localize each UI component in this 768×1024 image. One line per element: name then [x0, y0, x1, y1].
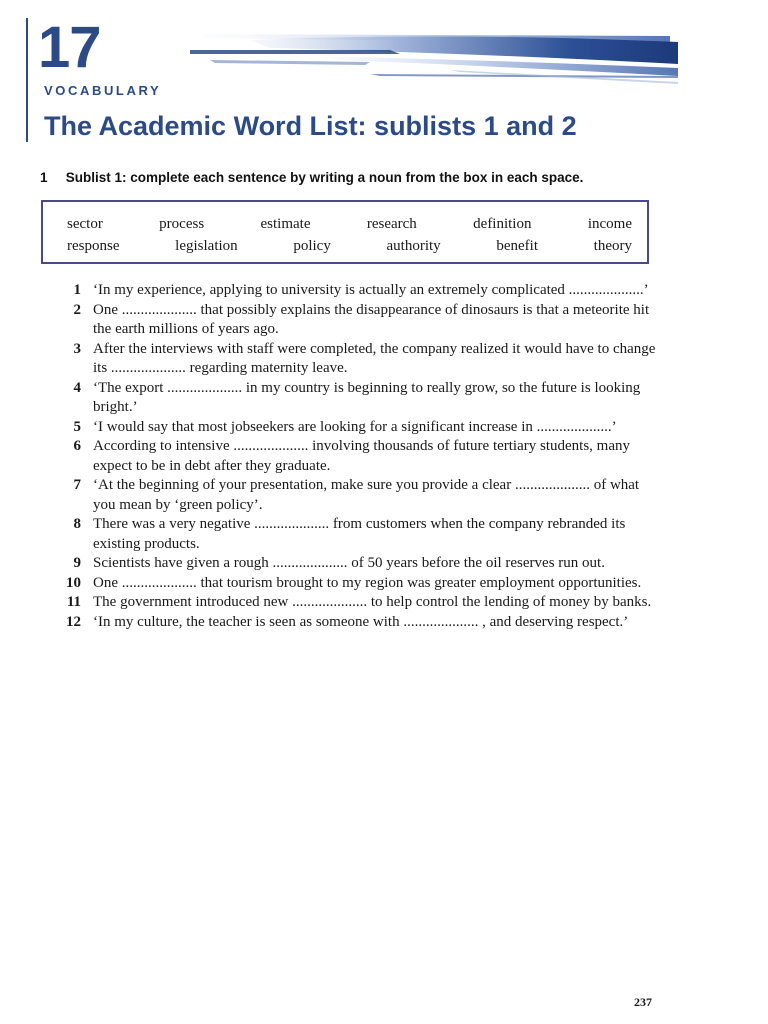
word-box-word: estimate [260, 216, 311, 232]
question-text: According to intensive .................... involving thousands of future tertiary students, many expect to be in debt after they graduate. [93, 438, 630, 474]
question-number: 5 [73, 418, 81, 435]
question-text: One .................... that possibly explains the disappearance of dinosaurs is that a meteorite hit the earth millions of years ago. [93, 301, 650, 337]
question-item [60, 515, 660, 554]
question-item [60, 574, 660, 594]
question-item [60, 418, 660, 438]
section-label: VOCABULARY [44, 83, 162, 98]
exercise-instruction [40, 168, 583, 188]
word-box-word: benefit [496, 238, 538, 254]
instruction-text: Sublist 1: complete each sentence by writing a noun from the box in each space. [65, 170, 584, 185]
question-item [60, 301, 660, 340]
question-number: 11 [66, 594, 81, 610]
question-number: 4 [73, 379, 81, 396]
page-title: The Academic Word List: sublists 1 and 2 [44, 111, 577, 141]
question-item [60, 476, 660, 515]
question-number: 3 [73, 340, 81, 357]
question-text: The government introduced new .................... to help control the lending of money by banks. [93, 594, 652, 610]
question-number: 1 [73, 282, 81, 298]
word-box-word: legislation [175, 238, 238, 254]
question-text: ‘The export .................... in my country is beginning to really grow, so the future is looking bright.’ [93, 379, 641, 415]
question-text: ‘At the beginning of your presentation, make sure you provide a clear .................... of what you mean by ‘green policy’. [93, 477, 640, 513]
question-text: ‘I would say that most jobseekers are looking for a significant increase in ....................’ [93, 418, 617, 435]
word-box-word: sector [67, 216, 103, 232]
question-text: After the interviews with staff were completed, the company realized it would have to change its .................... regarding maternity leave. [93, 340, 656, 376]
question-item [60, 593, 660, 613]
question-number: 8 [73, 516, 81, 532]
question-text: ‘In my culture, the teacher is seen as someone with .................... , and deserving respect.’ [93, 613, 629, 630]
header-banner-graphic [190, 20, 680, 90]
page-number: 237 [634, 995, 652, 1009]
word-box-word: process [159, 216, 205, 232]
word-box-row [67, 236, 632, 256]
unit-number: 17 [38, 15, 101, 80]
exercise-number: 1 [40, 170, 48, 185]
word-box-word: research [366, 216, 417, 232]
word-box [41, 200, 649, 264]
question-item [60, 281, 660, 301]
question-list [60, 281, 660, 632]
header-rule [26, 18, 28, 142]
word-box-word: response [67, 238, 120, 254]
question-item [60, 554, 660, 574]
question-item [60, 340, 660, 379]
question-number: 12 [66, 613, 81, 630]
question-text: There was a very negative .................... from customers when the company rebranded its existing products. [93, 516, 626, 552]
question-text: ‘In my experience, applying to university is actually an extremely complicated ....................’ [93, 282, 649, 298]
question-number: 9 [73, 555, 81, 571]
word-box-row [67, 214, 632, 234]
question-number: 7 [73, 477, 81, 493]
question-item [60, 613, 660, 633]
question-number: 2 [73, 301, 81, 318]
question-number: 10 [66, 574, 81, 591]
word-box-word: policy [293, 238, 331, 254]
question-number: 6 [73, 438, 81, 454]
question-text: One .................... that tourism brought to my region was greater employment opportunities. [93, 574, 642, 591]
word-box-word: theory [593, 238, 632, 254]
word-box-word: authority [386, 238, 441, 254]
question-item [60, 437, 660, 476]
word-box-word: income [587, 216, 632, 232]
word-box-word: definition [473, 216, 532, 232]
question-item [60, 379, 660, 418]
question-text: Scientists have given a rough .................... of 50 years before the oil reserves run out. [93, 555, 605, 571]
